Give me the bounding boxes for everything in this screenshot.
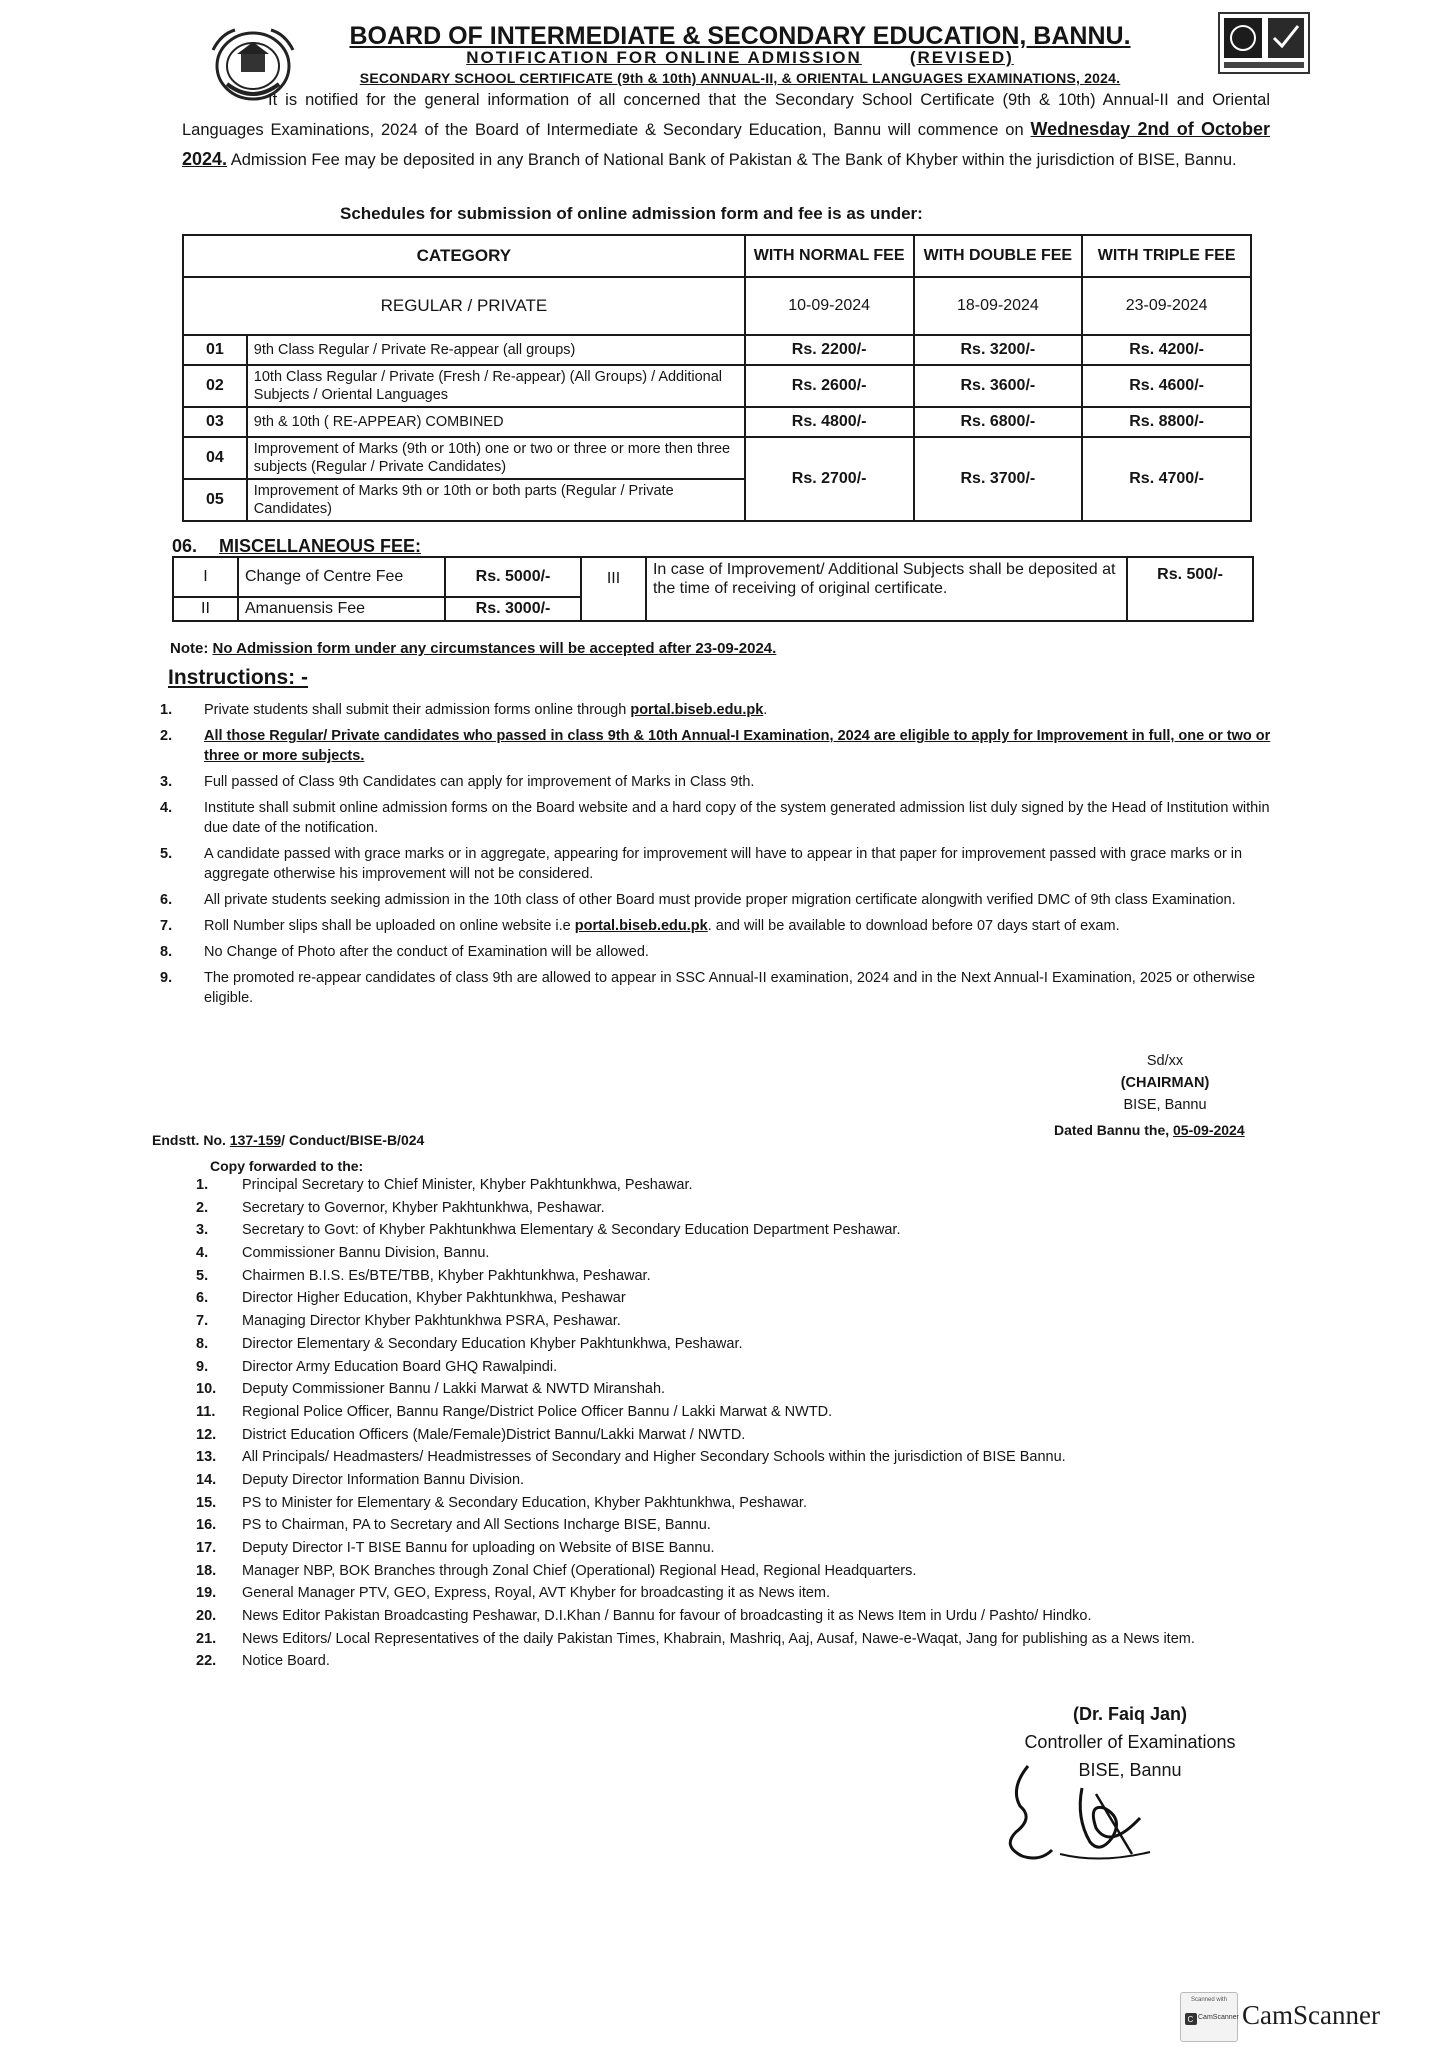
regular-private-label: REGULAR / PRIVATE bbox=[183, 277, 745, 335]
item-text: Roll Number slips shall be uploaded on online website i.e bbox=[204, 918, 575, 934]
item-number: 9. bbox=[196, 1358, 209, 1375]
item-text: News Editor Pakistan Broadcasting Peshawar, D.I.Khan / Bannu for favour of broadcasting it as News Item in Urdu / Pashto/ Hindko. bbox=[242, 1608, 1092, 1625]
triple-fee-header: WITH TRIPLE FEE bbox=[1082, 235, 1251, 277]
item-number: 19. bbox=[196, 1585, 217, 1602]
list-item bbox=[196, 1607, 1286, 1626]
item-number: 5. bbox=[160, 846, 173, 862]
item-text: Deputy Director I-T BISE Bannu for uploading on Website of BISE Bannu. bbox=[242, 1540, 715, 1556]
board-title: BOARD OF INTERMEDIATE & SECONDARY EDUCATION, BANNU. bbox=[349, 22, 1131, 50]
list-item bbox=[196, 1426, 1286, 1445]
misc-item-number: II bbox=[173, 597, 238, 621]
item-number: 4. bbox=[160, 800, 173, 816]
list-item bbox=[160, 700, 1286, 720]
item-number: 21. bbox=[196, 1630, 217, 1647]
item-text: Manager NBP, BOK Branches through Zonal Chief (Operational) Regional Head, Regional Headquarters. bbox=[242, 1562, 917, 1579]
item-text: General Manager PTV, GEO, Express, Royal, AVT Khyber for broadcasting it as News item. bbox=[242, 1585, 831, 1602]
item-text: District Education Officers (Male/Female)District Bannu/Lakki Marwat / NWTD. bbox=[242, 1426, 746, 1443]
endorsement-suffix: / Conduct/BISE-B/024 bbox=[281, 1132, 425, 1148]
normal-fee-date: 10-09-2024 bbox=[745, 277, 914, 335]
list-item bbox=[196, 1652, 1286, 1671]
controller-title: Controller of Examinations bbox=[1024, 1732, 1236, 1752]
double-fee-value: Rs. 3200/- bbox=[914, 335, 1083, 365]
item-text: Deputy Director Information Bannu Division. bbox=[242, 1471, 525, 1488]
misc-item-amount: Rs. 3000/- bbox=[445, 597, 581, 621]
list-item bbox=[196, 1244, 1286, 1263]
row-description: 10th Class Regular / Private (Fresh / Re-appear) (All Groups) / Additional Subjects / Oriental Languages bbox=[247, 365, 745, 407]
normal-fee-header: WITH NORMAL FEE bbox=[745, 235, 914, 277]
controller-name: (Dr. Faiq Jan) bbox=[1072, 1704, 1188, 1724]
dated-line bbox=[1054, 1122, 1245, 1138]
item-text: Principal Secretary to Chief Minister, Khyber Pakhtunkhwa, Peshawar. bbox=[242, 1177, 693, 1193]
portal-link[interactable]: portal.biseb.edu.pk bbox=[630, 702, 764, 718]
item-number: 10. bbox=[196, 1381, 217, 1398]
misc-heading bbox=[172, 536, 421, 557]
list-item bbox=[196, 1380, 1286, 1399]
item-number: 14. bbox=[196, 1471, 217, 1488]
list-item bbox=[196, 1448, 1286, 1467]
intro-paragraph bbox=[182, 86, 1270, 175]
portal-link[interactable]: portal.biseb.edu.pk bbox=[574, 918, 708, 934]
item-number: 20. bbox=[196, 1608, 217, 1625]
list-item bbox=[160, 844, 1286, 884]
item-number: 1. bbox=[160, 702, 173, 718]
camscanner-badge bbox=[1180, 1992, 1238, 2042]
badge-line-1: Scanned with bbox=[1190, 1997, 1228, 2003]
misc-item-number: III bbox=[581, 557, 646, 621]
badge-line-2: CamScanner bbox=[1198, 2014, 1239, 2021]
item-text-end: . and will be available to download before 07 days start of exam. bbox=[707, 918, 1120, 934]
item-text: Director Army Education Board GHQ Rawalpindi. bbox=[242, 1358, 558, 1375]
row-number: 05 bbox=[183, 479, 247, 521]
double-fee-value: Rs. 3600/- bbox=[914, 365, 1083, 407]
list-item bbox=[196, 1539, 1286, 1558]
item-text: Full passed of Class 9th Candidates can apply for improvement of Marks in Class 9th. bbox=[204, 774, 755, 790]
double-fee-value: Rs. 6800/- bbox=[914, 407, 1083, 437]
list-item bbox=[160, 726, 1286, 766]
intro-text-2: Admission Fee may be deposited in any Branch of National Bank of Pakistan & The Bank of Khyber within the jurisdiction of BISE, Bannu. bbox=[230, 151, 1237, 169]
fee-dates-row bbox=[183, 277, 1251, 335]
instructions-heading: Instructions: - bbox=[168, 666, 308, 689]
dated-date: 05-09-2024 bbox=[1173, 1122, 1245, 1138]
list-item bbox=[160, 772, 1286, 792]
item-text: Secretary to Govt: of Khyber Pakhtunkhwa Elementary & Secondary Education Department Peshawar. bbox=[242, 1222, 901, 1239]
camscanner-logo-icon bbox=[1185, 2013, 1197, 2025]
item-number: 12. bbox=[196, 1426, 217, 1443]
item-number: 17. bbox=[196, 1540, 217, 1556]
list-item bbox=[196, 1358, 1286, 1377]
triple-fee-value: Rs. 4600/- bbox=[1082, 365, 1251, 407]
triple-fee-value: Rs. 4200/- bbox=[1082, 335, 1251, 365]
item-text: All Principals/ Headmasters/ Headmistresses of Secondary and Higher Secondary Schools within the jurisdiction of BISE Bannu. bbox=[242, 1449, 1066, 1466]
item-text: News Editors/ Local Representatives of the daily Pakistan Times, Khabrain, Mashriq, Aaj, Ausaf, Nawe-e-Waqat, Jang for publishing as a News item. bbox=[242, 1630, 1195, 1647]
improvement-normal-fee: Rs. 2700/- bbox=[745, 437, 914, 521]
list-item bbox=[160, 942, 1286, 962]
misc-item-label: Change of Centre Fee bbox=[238, 557, 445, 597]
chairman-signature-block bbox=[1100, 1050, 1230, 1116]
misc-item-label: Amanuensis Fee bbox=[238, 597, 445, 621]
list-item bbox=[196, 1335, 1286, 1354]
copy-heading: Copy forwarded to the: bbox=[210, 1158, 364, 1174]
table-row bbox=[183, 335, 1251, 365]
item-text-end: . bbox=[763, 702, 768, 718]
normal-fee-value: Rs. 2200/- bbox=[745, 335, 914, 365]
handwritten-signature-icon bbox=[1000, 1758, 1170, 1868]
double-fee-date: 18-09-2024 bbox=[914, 277, 1083, 335]
improvement-double-fee: Rs. 3700/- bbox=[914, 437, 1083, 521]
controller-org: BISE, Bannu bbox=[1078, 1760, 1182, 1780]
certification-badge-icon bbox=[1218, 12, 1310, 74]
misc-number: 06. bbox=[172, 536, 198, 556]
triple-fee-value: Rs. 8800/- bbox=[1082, 407, 1251, 437]
item-number: 5. bbox=[196, 1267, 209, 1284]
list-item bbox=[196, 1584, 1286, 1603]
schedule-heading: Schedules for submission of online admission form and fee is as under: bbox=[340, 204, 923, 223]
misc-item-amount: Rs. 5000/- bbox=[445, 557, 581, 597]
double-fee-header: WITH DOUBLE FEE bbox=[914, 235, 1083, 277]
fee-header-row bbox=[183, 235, 1251, 277]
camscanner-brand: CamScanner bbox=[1242, 2000, 1380, 2030]
normal-fee-value: Rs. 2600/- bbox=[745, 365, 914, 407]
list-item bbox=[196, 1199, 1286, 1218]
item-text: Regional Police Officer, Bannu Range/District Police Officer Bannu / Lakki Marwat & NWTD. bbox=[242, 1403, 833, 1420]
normal-fee-value: Rs. 4800/- bbox=[745, 407, 914, 437]
item-text: No Change of Photo after the conduct of Examination will be allowed. bbox=[204, 944, 649, 960]
list-item bbox=[196, 1516, 1286, 1535]
item-number: 2. bbox=[196, 1199, 209, 1216]
item-text: PS to Minister for Elementary & Secondary Education, Khyber Pakhtunkhwa, Peshawar. bbox=[242, 1494, 807, 1511]
item-number: 18. bbox=[196, 1562, 217, 1579]
chairman-title: (CHAIRMAN) bbox=[1120, 1075, 1210, 1091]
row-number: 04 bbox=[183, 437, 247, 479]
list-item bbox=[196, 1312, 1286, 1331]
item-number: 2. bbox=[160, 728, 173, 744]
row-description: 9th Class Regular / Private Re-appear (all groups) bbox=[247, 335, 745, 365]
item-number: 4. bbox=[196, 1245, 209, 1262]
row-number: 03 bbox=[183, 407, 247, 437]
item-text: Deputy Commissioner Bannu / Lakki Marwat & NWTD Miranshah. bbox=[242, 1381, 666, 1398]
item-number: 8. bbox=[160, 944, 173, 960]
item-text: Chairmen B.I.S. Es/BTE/TBB, Khyber Pakhtunkhwa, Peshawar. bbox=[242, 1267, 651, 1284]
item-number: 6. bbox=[160, 892, 173, 908]
row-number: 02 bbox=[183, 365, 247, 407]
endorsement-label: Endstt. No. bbox=[152, 1132, 226, 1148]
note-label: Note: bbox=[170, 640, 209, 657]
item-text: Institute shall submit online admission forms on the Board website and a hard copy of the system generated admission list duly signed by the Head of Institution within due date of the notification. bbox=[204, 800, 1270, 836]
fee-schedule-table bbox=[182, 234, 1252, 522]
list-item bbox=[196, 1267, 1286, 1286]
misc-fee-table bbox=[172, 556, 1254, 622]
item-number: 3. bbox=[160, 774, 173, 790]
item-number: 1. bbox=[196, 1177, 209, 1193]
item-number: 7. bbox=[160, 918, 173, 934]
list-item bbox=[196, 1289, 1286, 1308]
table-row bbox=[183, 365, 1251, 407]
item-number: 9. bbox=[160, 970, 173, 986]
list-item bbox=[160, 916, 1286, 936]
instructions-list bbox=[160, 700, 1286, 1014]
item-text: Commissioner Bannu Division, Bannu. bbox=[242, 1245, 490, 1262]
row-description: Improvement of Marks (9th or 10th) one or two or three or more then three subjects (Regular / Private Candidates) bbox=[247, 437, 745, 479]
item-number: 3. bbox=[196, 1222, 209, 1239]
exam-title: SECONDARY SCHOOL CERTIFICATE (9th & 10th) ANNUAL-II, & ORIENTAL LANGUAGES EXAMINATIONS, 2024. bbox=[359, 70, 1121, 86]
sd-mark: Sd/xx bbox=[1146, 1053, 1184, 1069]
item-number: 8. bbox=[196, 1335, 209, 1352]
item-number: 6. bbox=[196, 1290, 209, 1307]
list-item bbox=[196, 1630, 1286, 1649]
note bbox=[170, 640, 776, 657]
commence-date: Wednesday 2nd of October 2024. bbox=[182, 119, 1270, 169]
list-item bbox=[196, 1562, 1286, 1581]
row-number: 01 bbox=[183, 335, 247, 365]
copy-list bbox=[196, 1176, 1286, 1675]
item-number: 7. bbox=[196, 1313, 209, 1330]
list-item bbox=[160, 890, 1286, 910]
misc-item-label: In case of Improvement/ Additional Subjects shall be deposited at the time of receiving of original certificate. bbox=[646, 557, 1127, 621]
item-number: 16. bbox=[196, 1517, 217, 1534]
intro-text-1: It is notified for the general information of all concerned that the Secondary School Certificate (9th & 10th) Annual-II and Oriental Languages Examinations, 2024 of the Board of Intermediate & Secondary Education, Bannu will commence on bbox=[182, 91, 1270, 139]
item-text: Secretary to Governor, Khyber Pakhtunkhwa, Peshawar. bbox=[242, 1199, 605, 1216]
item-text: PS to Chairman, PA to Secretary and All Sections Incharge BISE, Bannu. bbox=[242, 1517, 711, 1534]
note-text: No Admission form under any circumstances will be accepted after 23-09-2024. bbox=[212, 640, 777, 657]
chairman-org: BISE, Bannu bbox=[1123, 1097, 1207, 1113]
item-number: 22. bbox=[196, 1653, 217, 1670]
item-text: All those Regular/ Private candidates who passed in class 9th & 10th Annual-I Examination, 2024 are eligible to apply for Improvement in full, one or two or three or more subjects. bbox=[204, 728, 1271, 764]
camscanner-watermark bbox=[1180, 1992, 1430, 2040]
item-text: Managing Director Khyber Pakhtunkhwa PSRA, Peshawar. bbox=[242, 1313, 621, 1330]
improvement-triple-fee: Rs. 4700/- bbox=[1082, 437, 1251, 521]
notification-title bbox=[430, 48, 1050, 68]
table-row bbox=[183, 407, 1251, 437]
list-item bbox=[196, 1494, 1286, 1513]
list-item bbox=[196, 1471, 1286, 1490]
list-item bbox=[196, 1403, 1286, 1422]
list-item bbox=[160, 798, 1286, 838]
item-text: Director Elementary & Secondary Education Khyber Pakhtunkhwa, Peshawar. bbox=[242, 1335, 743, 1352]
list-item bbox=[160, 968, 1286, 1008]
item-text: All private students seeking admission in the 10th class of other Board must provide proper migration certificate alongwith verified DMC of 9th class Examination. bbox=[204, 892, 1236, 908]
row-description: 9th & 10th ( RE-APPEAR) COMBINED bbox=[247, 407, 745, 437]
revised-label: (REVISED) bbox=[909, 48, 1014, 67]
item-number: 15. bbox=[196, 1494, 217, 1511]
table-row bbox=[183, 437, 1251, 479]
item-text: Director Higher Education, Khyber Pakhtunkhwa, Peshawar bbox=[242, 1290, 626, 1307]
misc-title: MISCELLANEOUS FEE: bbox=[219, 536, 422, 556]
row-description: Improvement of Marks 9th or 10th or both parts (Regular / Private Candidates) bbox=[247, 479, 745, 521]
category-header: CATEGORY bbox=[183, 235, 745, 277]
misc-item-amount: Rs. 500/- bbox=[1127, 557, 1253, 621]
notification-label: NOTIFICATION FOR ONLINE ADMISSION bbox=[466, 48, 862, 67]
endorsement-line bbox=[152, 1132, 424, 1148]
dated-label: Dated Bannu the, bbox=[1054, 1122, 1170, 1138]
list-item bbox=[196, 1176, 1286, 1195]
list-item bbox=[196, 1221, 1286, 1240]
endorsement-number: 137-159 bbox=[229, 1132, 282, 1148]
item-text: The promoted re-appear candidates of class 9th are allowed to appear in SSC Annual-II examination, 2024 and in the Next Annual-I Examination, 2025 or otherwise eligible. bbox=[204, 970, 1256, 1006]
item-text: Notice Board. bbox=[242, 1653, 330, 1670]
misc-item-number: I bbox=[173, 557, 238, 597]
item-text: Private students shall submit their admission forms online through bbox=[204, 702, 631, 718]
item-number: 11. bbox=[196, 1403, 216, 1420]
item-number: 13. bbox=[196, 1449, 217, 1466]
svg-text:C: C bbox=[1187, 2015, 1194, 2024]
item-text: A candidate passed with grace marks or in aggregate, appearing for improvement will have to appear in that paper for improvement passed with grace marks or in aggregate otherwise his improvement will not be considered. bbox=[204, 846, 1243, 882]
table-row bbox=[173, 557, 1253, 597]
triple-fee-date: 23-09-2024 bbox=[1082, 277, 1251, 335]
